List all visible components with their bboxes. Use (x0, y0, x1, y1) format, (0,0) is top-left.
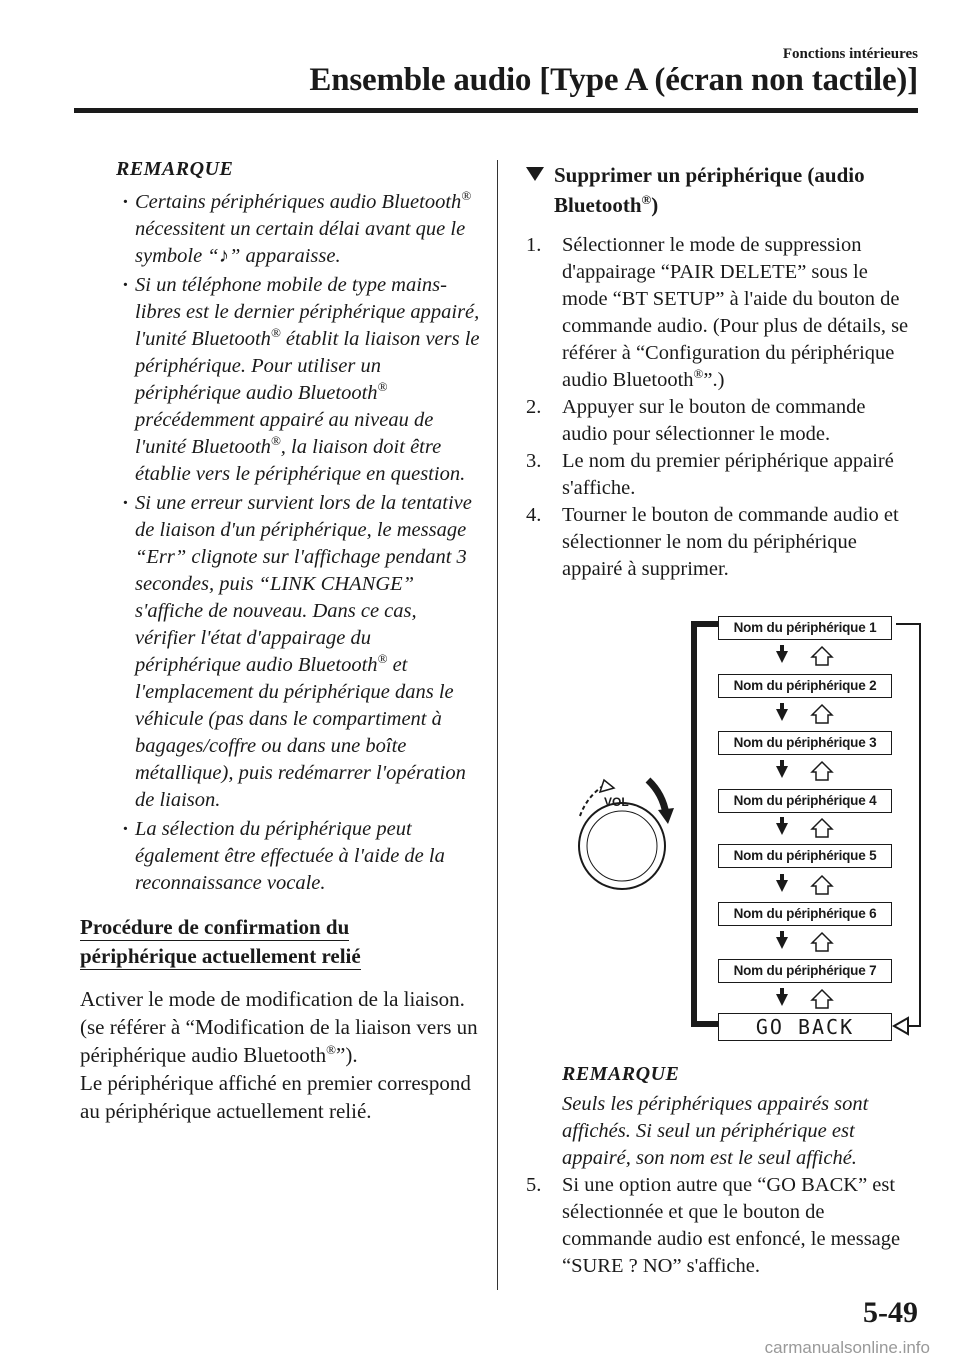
device-name-box: Nom du périphérique 7 (718, 959, 892, 983)
rotate-ccw-arrow-icon (600, 780, 614, 792)
column-divider (497, 160, 498, 1290)
body-paragraph: Activer le mode de modification de la liaison. (se référer à “Modification de la liaison vers un périphérique audio Bluetooth®”). Le périphérique affiché en premier correspond au périphérique actuellement relié. (80, 987, 478, 1123)
header-rule (74, 108, 918, 113)
arrow-down-icon (776, 709, 788, 721)
arrow-up-icon (812, 990, 832, 1008)
arrow-down-icon (776, 994, 788, 1006)
page-title: Ensemble audio [Type A (écran non tactile)] (309, 62, 918, 98)
knob-label: VOL (604, 795, 629, 809)
volume-knob[interactable] (579, 803, 665, 889)
music-note-icon: ♪ (218, 245, 229, 267)
arrow-down-icon (776, 937, 788, 949)
note-body: Seuls les périphériques appairés sont affichés. Si seul un périphérique est appairé, son nom est le seul affiché. (562, 1093, 869, 1169)
arrow-up-icon (812, 705, 832, 723)
arrow-pair (766, 817, 846, 841)
arrow-down-icon (776, 651, 788, 663)
note-item: · La sélection du périphérique peut également être effectuée à l'aide de la reconnaissance vocale. (80, 816, 480, 897)
note-heading: REMARQUE (562, 1063, 680, 1085)
step-list (526, 1172, 916, 1280)
step-item: 5. Si une option autre que “GO BACK” est sélectionnée et que le bouton de commande audio est enfoncé, le message “SURE ? NO” s'affiche. (526, 1174, 901, 1277)
arrow-up-icon (812, 762, 832, 780)
device-name-box: Nom du périphérique 4 (718, 789, 892, 813)
arrow-pair (766, 988, 846, 1012)
note-heading: REMARQUE (116, 158, 234, 180)
note-item: · Si un téléphone mobile de type mains-libres est le dernier périphérique appairé, l'unité Bluetooth® établit la liaison vers le périphérique. Pour utiliser un périphérique audio Bluetooth® précédemment appairé au niveau de l'unité Bluetooth®, la liaison doit être établie vers le périphérique en question. (80, 272, 480, 488)
rotate-cw-arc (648, 780, 666, 814)
section-heading: Supprimer un périphérique (audio Bluetooth®) (526, 160, 916, 220)
device-name-box: Nom du périphérique 6 (718, 902, 892, 926)
arrow-pair (766, 760, 846, 784)
rotate-cw-arrow-icon (658, 808, 674, 824)
device-name-box: Nom du périphérique 2 (718, 674, 892, 698)
page-number: 5-49 (863, 1296, 918, 1329)
arrow-up-icon (812, 647, 832, 665)
right-column (526, 160, 916, 583)
loop-bracket-right (896, 624, 920, 1026)
arrow-up-icon (812, 819, 832, 837)
note-item: · Si une erreur survient lors de la tentative de liaison d'un périphérique, le message “Err” clignote sur l'affichage pendant 3 secondes, puis “LINK CHANGE” s'affiche de nouveau. Dans ce cas, vérifier l'état d'appairage du périphérique audio Bluetooth® et l'emplacement du périphérique dans le véhicule (pas dans le compartiment à bagages/coffre ou dans une boîte métallique), puis redémarrer l'opération de liaison. (80, 490, 480, 814)
subheading: Procédure de confirmation du périphérique actuellement relié (80, 915, 361, 968)
loop-bracket-left (694, 624, 718, 1024)
step-list (526, 232, 916, 583)
step-item: 3. Le nom du premier périphérique appairé s'affiche. (526, 450, 894, 499)
device-name-box: Nom du périphérique 5 (718, 844, 892, 868)
triangle-down-icon (526, 167, 544, 181)
return-arrow-icon (894, 1018, 908, 1034)
arrow-down-icon (776, 880, 788, 892)
step-item: 2. Appuyer sur le bouton de commande audio pour sélectionner le mode. (526, 396, 866, 445)
arrow-down-icon (776, 766, 788, 778)
step-item: 4. Tourner le bouton de commande audio et sélectionner le nom du périphérique appairé à supprimer. (526, 504, 899, 580)
watermark: carmanualsonline.info (764, 1338, 930, 1357)
section-label: Fonctions intérieures (782, 46, 918, 62)
arrow-up-icon (812, 876, 832, 894)
go-back-box: GO BACK (718, 1013, 892, 1041)
arrow-pair (766, 703, 846, 727)
arrow-up-icon (812, 933, 832, 951)
step-item: 1. Sélectionner le mode de suppression d'appairage “PAIR DELETE” sous le mode “BT SETUP” à l'aide du bouton de commande audio. (Pour plus de détails, se référer à “Configuration du périphérique audio Bluetooth®”.) (526, 234, 909, 391)
device-selection-diagram (540, 612, 930, 1042)
arrow-down-icon (776, 823, 788, 835)
device-name-box: Nom du périphérique 1 (718, 616, 892, 640)
left-column (80, 158, 480, 1125)
arrow-pair (766, 931, 846, 955)
device-name-box: Nom du périphérique 3 (718, 731, 892, 755)
note-list (80, 189, 480, 897)
arrow-pair (766, 645, 846, 669)
note-item: · Certains périphériques audio Bluetooth® nécessitent un certain délai avant que le symbole “♪” apparaisse. (80, 189, 480, 270)
arrow-pair (766, 874, 846, 898)
